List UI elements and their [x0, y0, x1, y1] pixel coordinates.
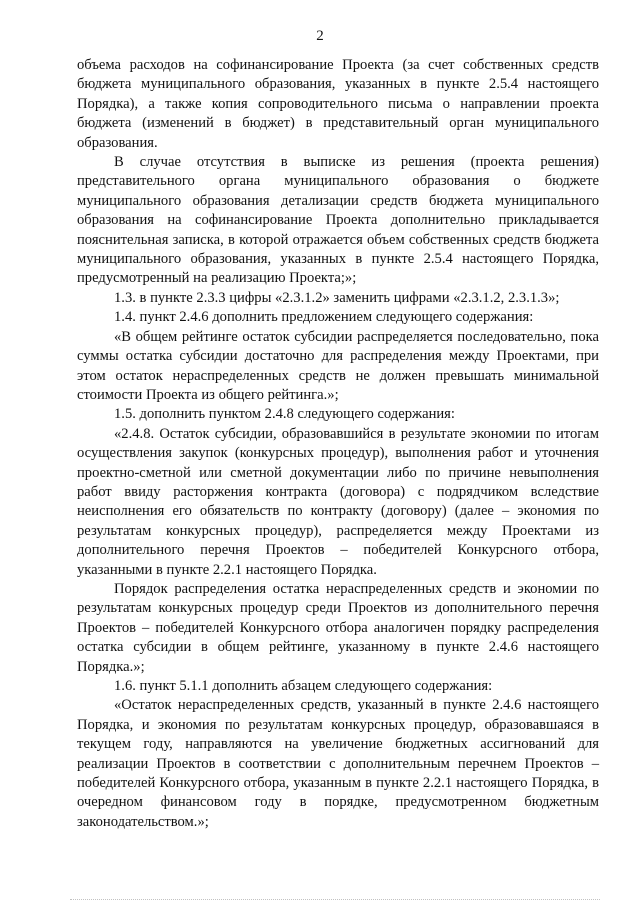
paragraph-item-1-4: 1.4. пункт 2.4.6 дополнить предложением следующего содержания: [114, 309, 534, 326]
paragraph-explanatory-note: В случае отсутствия в выписке из решения (проекта решения) представительного органа муниципального образования о бюджете муниципального образования детализации средств бюджета муниципального образования на софинансирование Проекта дополнительно прикладывается пояснительная записка, в которой отражается объем собственных средств бюджета муниципального образования, указанных в пункте 2.5.4 настоящего Порядка, предусмотренный на реализацию Проекта;»; [77, 154, 599, 287]
paragraph-item-1-6: 1.6. пункт 5.1.1 дополнить абзацем следующего содержания: [114, 678, 493, 694]
page-number: 2 [316, 28, 324, 44]
paragraph-quote-remainder: «Остаток нераспределенных средств, указанный в пункте 2.4.6 настоящего Порядка, и экономия по результатам конкурсных процедур, образовавшаяся в текущем году, направляются на увеличение бюджетных ассигнований для реализации Проектов в соответствии с дополнительным перечнем Проектов – победителей Конкурсного отбора, указанным в пункте 2.2.1 настоящего Порядка, в очередном финансовом году в порядке, предусмотренном бюджетным законодательством.»; [77, 697, 599, 830]
paragraph-quote-rating: «В общем рейтинге остаток субсидии распределяется последовательно, пока суммы остатка субсидии достаточно для распределения между Проектами, при этом остаток нераспределенных средств не должен превышать минимальной стоимости Проекта из общего рейтинга.»; [77, 328, 599, 403]
paragraph-quote-2-4-8: «2.4.8. Остаток субсидии, образовавшийся в результате экономии по итогам осуществления закупок (конкурсных процедур), выполнения работ и уточнения проектно-сметной или сметной документации либо по причине невыполнения работ ввиду расторжения контракта (договора) с подрядчиком вследствие неисполнения его обязательств по контракту (договору) (далее – экономия по результатам конкурсных процедур), распределяется между Проектами из дополнительного перечня Проектов – победителей Конкурсного отбора, указанными в пункте 2.2.1 настоящего Порядка. [77, 425, 599, 578]
paragraph-continuation: объема расходов на софинансирование Проекта (за счет собственных средств бюджета муниципального образования, указанных в пункте 2.5.4 настоящего Порядка), а также копия сопроводительного письма о направлении проекта бюджета (изменений в бюджет) в представительный орган муниципального образования. [77, 57, 599, 151]
paragraph-item-1-3: 1.3. в пункте 2.3.3 цифры «2.3.1.2» заменить цифрами «2.3.1.2, 2.3.1.3»; [114, 289, 560, 306]
document-body [77, 56, 599, 832]
paragraph-item-1-5: 1.5. дополнить пунктом 2.4.8 следующего содержания: [114, 406, 455, 423]
paragraph-distribution-order: Порядок распределения остатка нераспределенных средств и экономии по результатам конкурсных процедур среди Проектов из дополнительного перечня Проектов – победителей Конкурсного отбора аналогичен порядку распределения остатка субсидии в общем рейтинге, указанному в пункте 2.4.6 настоящего Порядка.»; [77, 580, 599, 675]
scan-bottom-edge [70, 899, 600, 903]
